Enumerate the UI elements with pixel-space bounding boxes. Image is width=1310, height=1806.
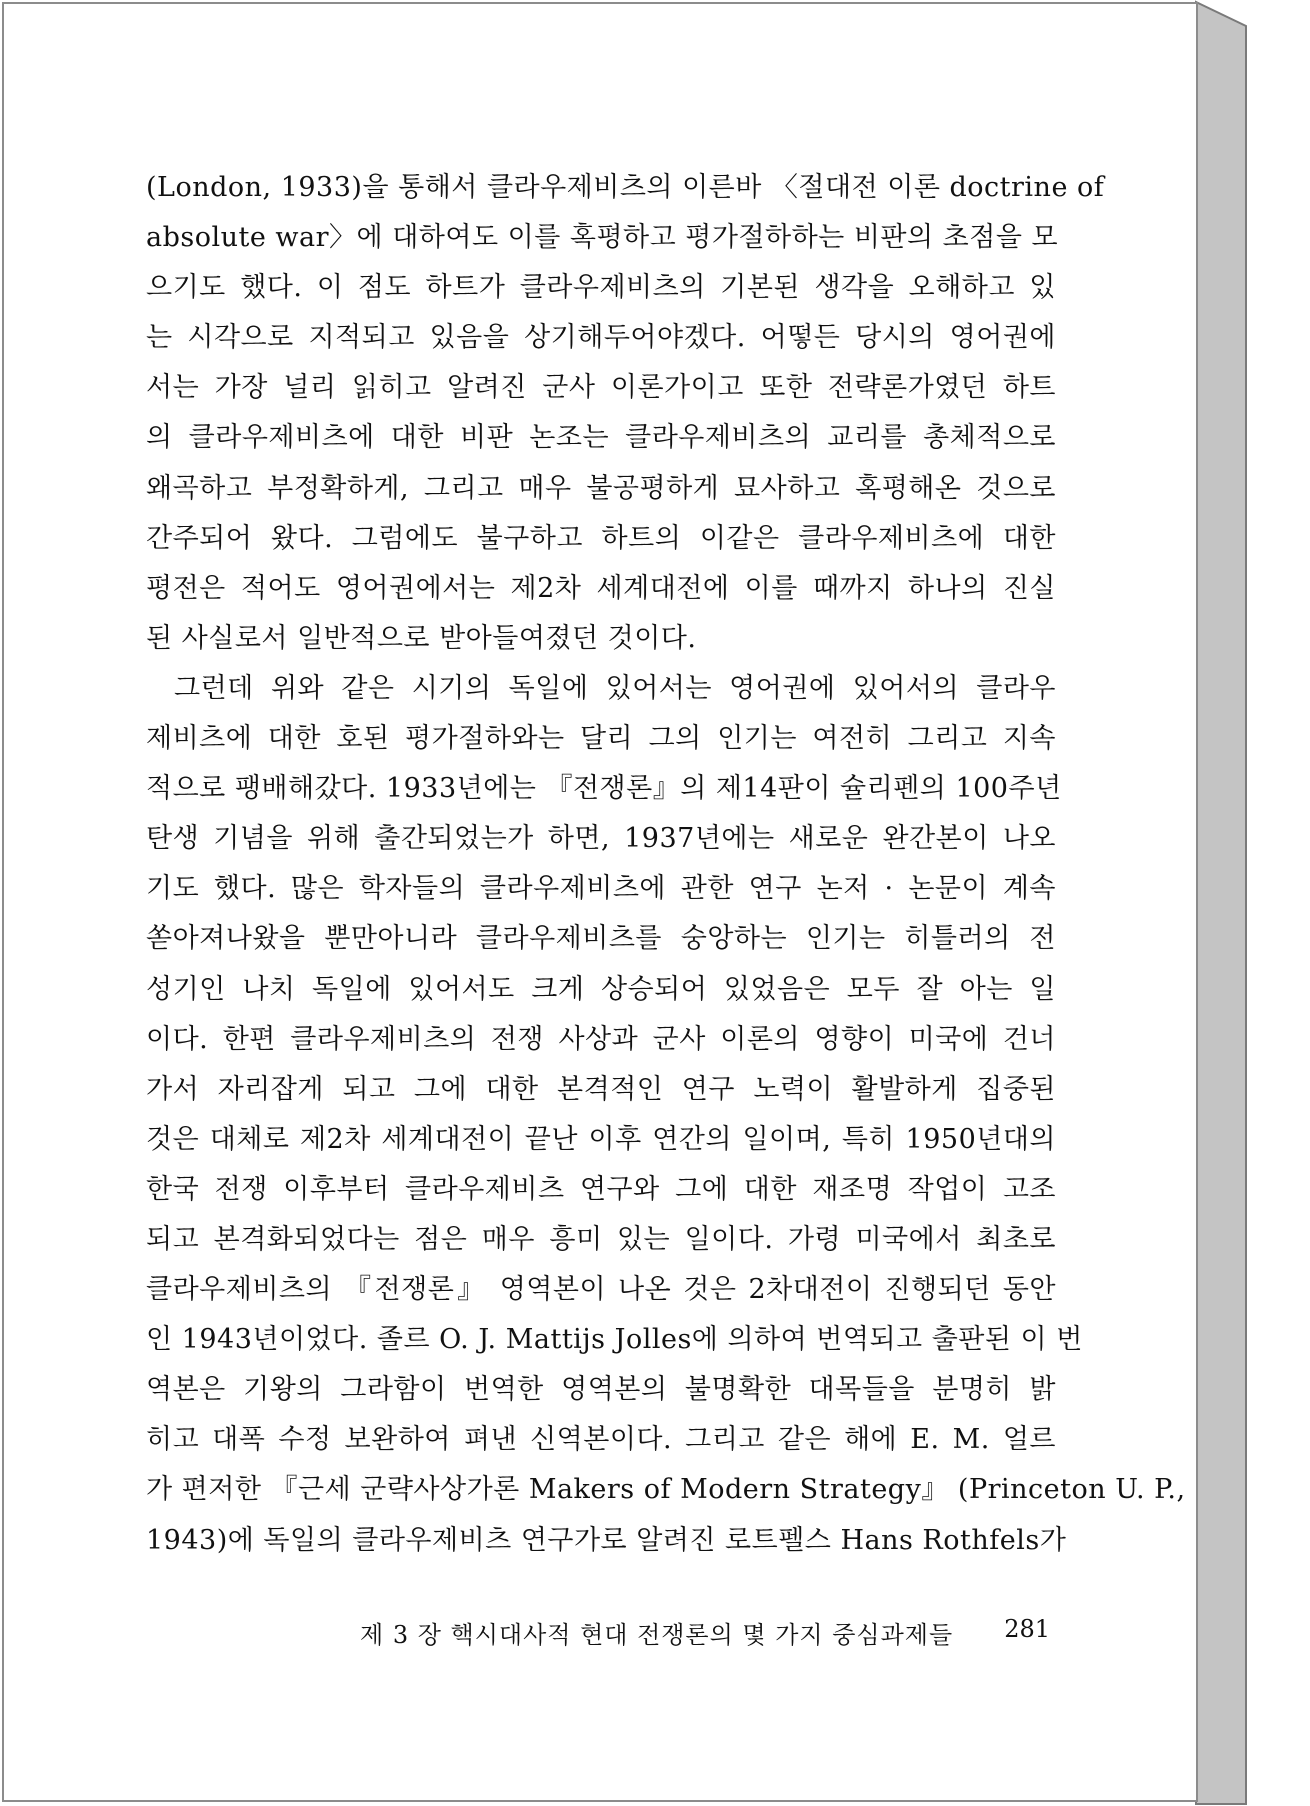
text-line: 역본은 기왕의 그라함이 번역한 영역본의 불명확한 대목들을 분명히 밝: [146, 1374, 1056, 1406]
text-line: 평전은 적어도 영어권에서는 제2차 세계대전에 이를 때까지 하나의 진실: [146, 572, 1056, 604]
text-line: 쏟아져나왔을 뿐만아니라 클라우제비츠를 숭앙하는 인기는 히틀러의 전: [146, 923, 1056, 955]
text-line: 이다. 한편 클라우제비츠의 전쟁 사상과 군사 이론의 영향이 미국에 건너: [146, 1023, 1056, 1055]
text-line: 클라우제비츠의 『전쟁론』 영역본이 나온 것은 2차대전이 진행되던 동안: [146, 1274, 1056, 1306]
text-line: 되고 본격화되었다는 점은 매우 흥미 있는 일이다. 가령 미국에서 최초로: [146, 1223, 1056, 1255]
text-line: 간주되어 왔다. 그럼에도 불구하고 하트의 이같은 클라우제비츠에 대한: [146, 522, 1056, 554]
page-number: 281: [1004, 1615, 1050, 1643]
running-chapter-title: 제 3 장 핵시대사적 현대 전쟁론의 몇 가지 중심과제들: [360, 1621, 954, 1649]
text-line: (London, 1933)을 통해서 클라우제비츠의 이른바 〈절대전 이론 doctrine of: [146, 172, 1105, 203]
text-line: 인 1943년이었다. 졸르 O. J. Mattijs Jolles에 의하여 번역되고 출판된 이 번: [146, 1324, 1083, 1356]
page-body-text: [146, 163, 1186, 1566]
text-line: 것은 대체로 제2차 세계대전이 끝난 이후 연간의 일이며, 특히 1950년대의: [146, 1123, 1056, 1155]
text-line: 의 클라우제비츠에 대한 비판 논조는 클라우제비츠의 교리를 총체적으로: [146, 422, 1056, 454]
text-line: 1943)에 독일의 클라우제비츠 연구가로 알려진 로트펠스 Hans Rothfels가: [146, 1524, 1067, 1556]
text-line: absolute war〉에 대하여도 이를 혹평하고 평가절하하는 비판의 초점을 모: [146, 222, 1059, 254]
text-line: 는 시각으로 지적되고 있음을 상기해두어야겠다. 어떻든 당시의 영어권에: [146, 322, 1056, 354]
text-line: 탄생 기념을 위해 출간되었는가 하면, 1937년에는 새로운 완간본이 나오: [146, 823, 1056, 855]
text-line: 적으로 팽배해갔다. 1933년에는 『전쟁론』의 제14판이 슐리펜의 100주년: [146, 773, 1062, 805]
text-line: 히고 대폭 수정 보완하여 펴낸 신역본이다. 그리고 같은 해에 E. M. 얼르: [146, 1424, 1056, 1456]
text-line: 가서 자리잡게 되고 그에 대한 본격적인 연구 노력이 활발하게 집중된: [146, 1073, 1056, 1105]
text-line: 된 사실로서 일반적으로 받아들여졌던 것이다.: [146, 622, 697, 654]
text-line: 한국 전쟁 이후부터 클라우제비츠 연구와 그에 대한 재조명 작업이 고조: [146, 1173, 1056, 1205]
text-line-paragraph-start: 그런데 위와 같은 시기의 독일에 있어서는 영어권에 있어서의 클라우: [174, 672, 1056, 704]
text-line: 제비츠에 대한 호된 평가절하와는 달리 그의 인기는 여전히 그리고 지속: [146, 723, 1056, 755]
text-line: 성기인 나치 독일에 있어서도 크게 상승되어 있었음은 모두 잘 아는 일: [146, 973, 1056, 1005]
text-line: 기도 했다. 많은 학자들의 클라우제비츠에 관한 연구 논저 · 논문이 계속: [146, 873, 1056, 905]
text-line: 서는 가장 널리 읽히고 알려진 군사 이론가이고 또한 전략론가였던 하트: [146, 372, 1056, 404]
text-line: 으기도 했다. 이 점도 하트가 클라우제비츠의 기본된 생각을 오해하고 있: [146, 272, 1056, 304]
text-line: 가 편저한 『근세 군략사상가론 Makers of Modern Strategy』 (Princeton U. P.,: [146, 1474, 1186, 1506]
page-footer: [360, 1615, 1050, 1650]
text-line: 왜곡하고 부정확하게, 그리고 매우 불공평하게 묘사하고 혹평해온 것으로: [146, 472, 1056, 504]
